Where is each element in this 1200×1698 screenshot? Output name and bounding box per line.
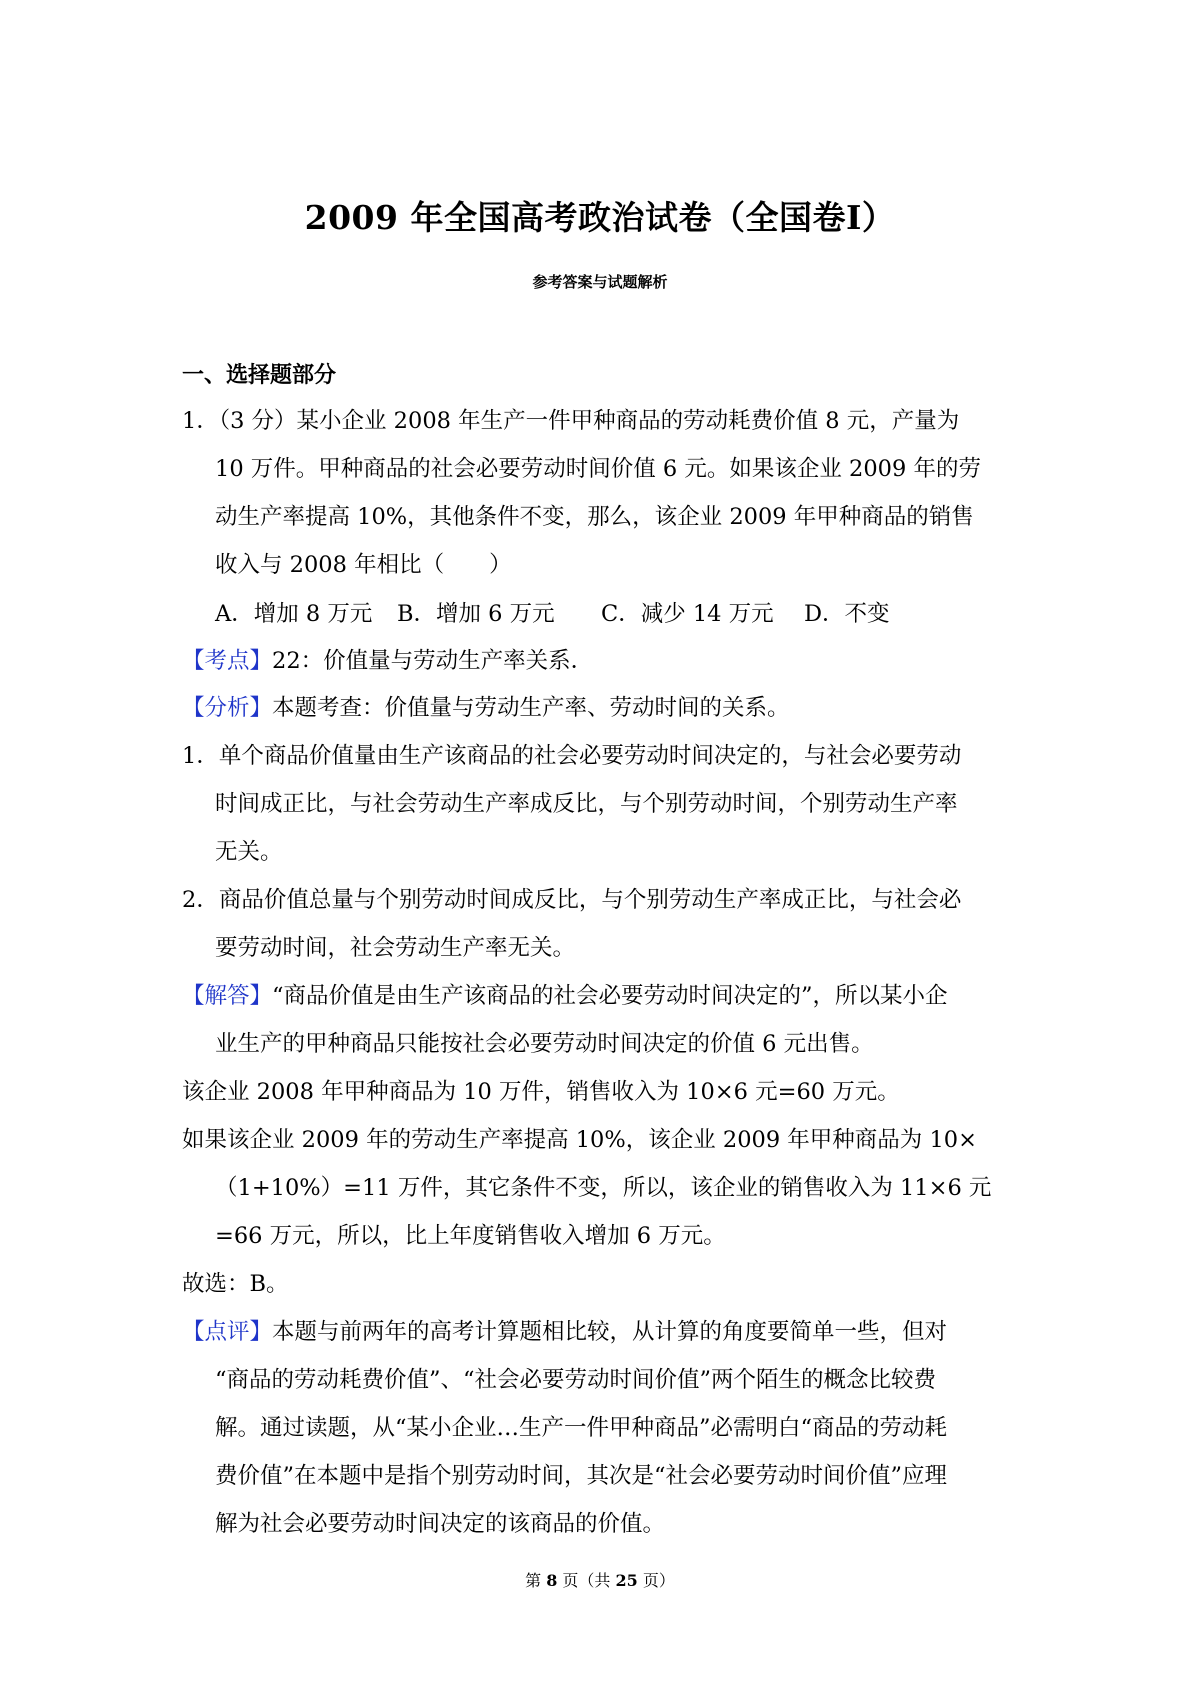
option-a: A．增加 8 万元	[215, 601, 373, 627]
kaodian-text: 22：价值量与劳动生产率关系．	[272, 648, 594, 674]
page-number: 8	[546, 1571, 558, 1590]
dianping-line: 解为社会必要劳动时间决定的该商品的价值。	[215, 1511, 666, 1537]
question-line: 动生产率提高 10%，其他条件不变，那么，该企业 2009 年甲种商品的销售	[215, 504, 974, 530]
question-options	[215, 603, 890, 626]
page-subtitle: 参考答案与试题解析	[532, 273, 668, 291]
fenxi-point: 要劳动时间，社会劳动生产率无关。	[215, 935, 576, 961]
dianping-line: 解。通过读题，从“某小企业…生产一件甲种商品”必需明白“商品的劳动耗	[215, 1415, 948, 1441]
dianping-line	[182, 1321, 947, 1344]
dianping-text: 本题与前两年的高考计算题相比较，从计算的角度要简单一些，但对	[272, 1319, 948, 1345]
footer-suffix: 页）	[637, 1571, 675, 1590]
question-line: 10 万件。甲种商品的社会必要劳动时间价值 6 元。如果该企业 2009 年的劳	[215, 456, 981, 482]
dianping-line: 费价值”在本题中是指个别劳动时间，其次是“社会必要劳动时间价值”应理	[215, 1463, 948, 1489]
kaodian-line	[182, 650, 593, 673]
jieda-line: =66 万元，所以，比上年度销售收入增加 6 万元。	[215, 1223, 726, 1249]
option-c: C．减少 14 万元	[601, 601, 774, 627]
jieda-line	[182, 985, 948, 1008]
page-total: 25	[615, 1571, 638, 1590]
footer-prefix: 第	[525, 1571, 547, 1590]
option-d: D．不变	[804, 601, 890, 627]
jieda-line: 该企业 2008 年甲种商品为 10 万件，销售收入为 10×6 元=60 万元。	[182, 1079, 900, 1105]
dianping-line: “商品的劳动耗费价值”、“社会必要劳动时间价值”两个陌生的概念比较费	[215, 1367, 937, 1393]
jieda-line: 如果该企业 2009 年的劳动生产率提高 10%，该企业 2009 年甲种商品为 10×	[182, 1127, 977, 1153]
fenxi-line	[182, 697, 790, 720]
fenxi-text: 本题考查：价值量与劳动生产率、劳动时间的关系。	[272, 695, 790, 721]
jieda-text: “商品价值是由生产该商品的社会必要劳动时间决定的”，所以某小企	[272, 983, 948, 1009]
page-footer	[0, 1568, 1200, 1591]
fenxi-point: 1．单个商品价值量由生产该商品的社会必要劳动时间决定的，与社会必要劳动	[182, 743, 962, 769]
jieda-answer: 故选：B。	[182, 1271, 289, 1297]
jieda-tag: 【解答】	[182, 983, 273, 1009]
page-title: 2009 年全国高考政治试卷（全国卷I）	[304, 198, 896, 237]
fenxi-point: 2．商品价值总量与个别劳动时间成反比，与个别劳动生产率成正比，与社会必	[182, 887, 962, 913]
fenxi-tag: 【分析】	[182, 695, 273, 721]
option-b: B．增加 6 万元	[397, 601, 555, 627]
question-line: 1．（3 分）某小企业 2008 年生产一件甲种商品的劳动耗费价值 8 元，产量为	[182, 408, 960, 434]
fenxi-point: 无关。	[215, 839, 283, 865]
dianping-tag: 【点评】	[182, 1319, 273, 1345]
jieda-line: 业生产的甲种商品只能按社会必要劳动时间决定的价值 6 元出售。	[215, 1031, 874, 1057]
question-line: 收入与 2008 年相比（ ）	[215, 552, 512, 578]
jieda-line: （1+10%）=11 万件，其它条件不变，所以，该企业的销售收入为 11×6 元	[215, 1175, 992, 1201]
kaodian-tag: 【考点】	[182, 648, 273, 674]
fenxi-point: 时间成正比，与社会劳动生产率成反比，与个别劳动时间，个别劳动生产率	[215, 791, 958, 817]
section-title: 一、选择题部分	[182, 363, 337, 388]
footer-middle: 页（共	[557, 1571, 616, 1590]
